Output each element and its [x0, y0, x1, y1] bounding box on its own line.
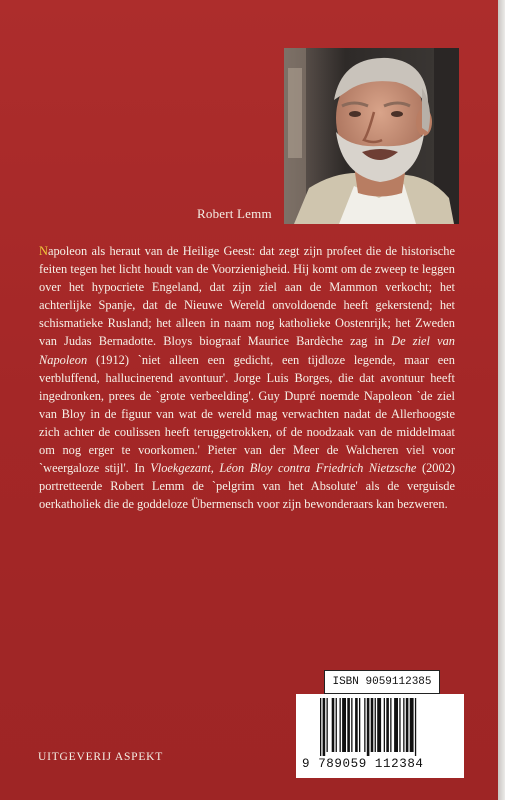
barcode-bar — [364, 698, 365, 752]
barcode-bars-icon — [320, 698, 450, 756]
barcode-bar — [406, 698, 409, 752]
author-caption: Robert Lemm — [197, 206, 272, 221]
barcode-bar — [410, 698, 414, 752]
barcode-digits: 9 789059 112384 — [302, 757, 424, 771]
barcode-bar — [375, 698, 376, 752]
barcode-bar — [340, 698, 341, 752]
isbn-label: ISBN 9059112385 — [324, 670, 440, 694]
author-portrait-icon — [284, 48, 459, 224]
blurb-segment: (2002) portretteerde Robert Lemm de `pelgrim van het Absolute' als de verguisde oerkatholiek die de goddeloze Übermensch voor zijn bewonderaars kan bezweren. — [39, 461, 455, 512]
page-edge — [498, 0, 505, 800]
barcode-bar — [377, 698, 381, 752]
barcode-bar — [390, 698, 391, 752]
barcode-bar — [323, 698, 326, 756]
blurb-segment: (1912) `niet alleen een gedicht, een tijdloze legende, maar een verbluffend, hallucinerend avontuur'. Jorge Luis Borges, die dat avontuur heeft ingedronken, prees de `grote verbeelding'. Guy Dupré noemde Napoleon `de ziel van Bloy in de figuur van wat de wereld mag verwachten nadat de Allerhoogste zich achter de coulissen heeft teruggetrokken, of de noodzaak van de middelmaat om nog erger te voorkomen.' Pieter van der Meer de Walcheren viel voor `weergaloze stijl'. In — [39, 352, 455, 476]
barcode-bar — [342, 698, 346, 752]
barcode-bar — [327, 698, 328, 752]
book-title-vloekgezant: Vloekgezant, Léon Bloy contra Friedrich Nietzsche — [150, 461, 417, 476]
barcode-bar — [399, 698, 400, 752]
barcode-bar — [347, 698, 350, 752]
barcode-bar — [394, 698, 398, 752]
barcode-bar — [386, 698, 389, 752]
barcode-bar — [336, 698, 337, 752]
barcode-bar — [415, 698, 416, 756]
book-title-napoleon: De ziel van Napoleon — [39, 334, 455, 367]
publisher-name: UITGEVERIJ ASPEKT — [38, 751, 164, 763]
barcode-bar — [384, 698, 385, 752]
barcode-bar — [332, 698, 335, 752]
barcode — [296, 694, 464, 778]
barcode-bar — [320, 698, 321, 756]
barcode-bar — [355, 698, 358, 752]
barcode-bar — [359, 698, 360, 752]
author-photo — [284, 48, 459, 224]
blurb-segment: apoleon als heraut van de Heilige Geest: dat zegt zijn profeet die de historische feiten tegen het licht houdt van de Voorzienigheid. Hij komt om de zweep te leggen over het hypocriete Engeland, dat zijn ziel aan de Mammon verkocht; het achterlijke Spanje, dat de Nieuwe Wereld onvoldoende heeft gekerstend; het schismatieke Rusland; het alleen in naam nog katholieke Oostenrijk; het Zweden van Judas Bernadotte. Bloys biograaf Maurice Bardèche zag in — [39, 244, 455, 349]
barcode-bar — [351, 698, 352, 752]
barcode-bar — [367, 698, 370, 756]
barcode-bar — [403, 698, 404, 752]
blurb-text — [39, 242, 455, 513]
barcode-bar — [371, 698, 374, 752]
dropcap-letter: N — [39, 244, 48, 258]
